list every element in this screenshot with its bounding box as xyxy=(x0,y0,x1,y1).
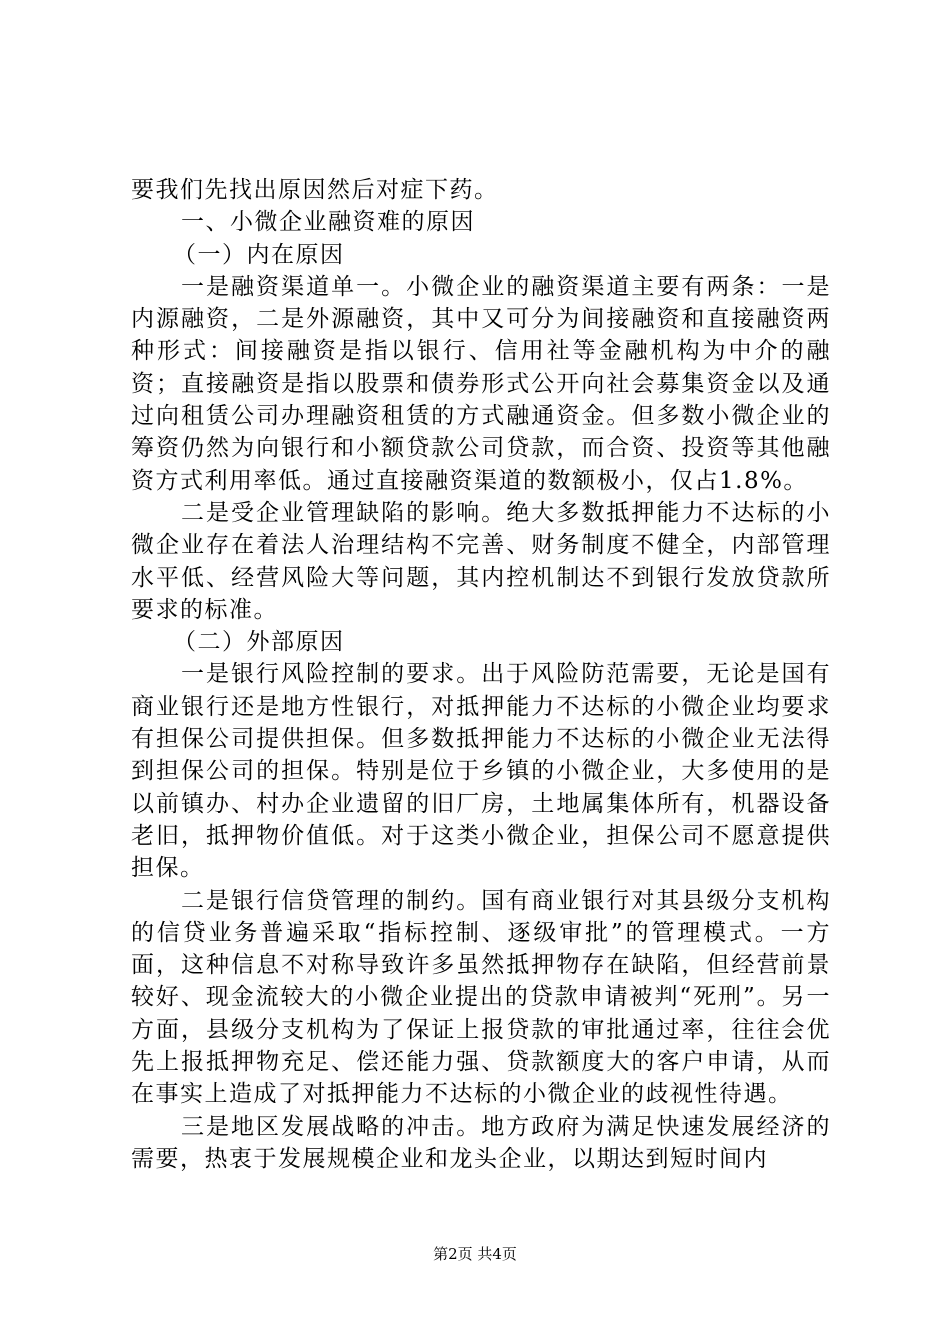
document-body xyxy=(131,174,831,1175)
paragraph-continuation: 要我们先找出原因然后对症下药。 xyxy=(131,177,499,203)
paragraph-financing-channels: 一是融资渠道单一。小微企业的融资渠道主要有两条：一是内源融资，二是外源融资，其中又可分为间接融资和直接融资两种形式：间接融资是指以银行、信用社等金融机构为中介的融资；直接融资是指以股票和债券形式公开向社会募集资金以及通过向租赁公司办理融资租赁的方式融通资金。但多数小微企业的筹资仍然为向银行和小额贷款公司贷款，而合资、投资等其他融资方式利用率低。通过直接融资渠道的数额极小，仅占1.8%。 xyxy=(131,273,831,494)
paragraph-management-defects: 二是受企业管理缺陷的影响。绝大多数抵押能力不达标的小微企业存在着法人治理结构不完善、财务制度不健全，内部管理水平低、经营风险大等问题，其内控机制达不到银行发放贷款所要求的标准。 xyxy=(131,499,831,623)
page-footer xyxy=(0,1244,950,1264)
subsection-heading-internal: （一）内在原因 xyxy=(173,241,345,268)
page-number-label: 第2页 共4页 xyxy=(433,1245,517,1263)
section-heading: 一、小微企业融资难的原因 xyxy=(181,209,475,236)
paragraph-credit-management: 二是银行信贷管理的制约。国有商业银行对其县级分支机构的信贷业务普遍采取“指标控制、逐级审批”的管理模式。一方面，这种信息不对称导致许多虽然抵押物存在缺陷，但经营前景较好、现金流较大的小微企业提出的贷款申请被判“死刑”。另一方面，县级分支机构为了保证上报贷款的审批通过率，往往会优先上报抵押物充足、偿还能力强、贷款额度大的客户申请，从而在事实上造成了对抵押能力不达标的小微企业的歧视性待遇。 xyxy=(131,887,831,1108)
paragraph-bank-risk-control: 一是银行风险控制的要求。出于风险防范需要，无论是国有商业银行还是地方性银行，对抵押能力不达标的小微企业均要求有担保公司提供担保。但多数抵押能力不达标的小微企业无法得到担保公司的担保。特别是位于乡镇的小微企业，大多使用的是以前镇办、村办企业遗留的旧厂房，土地属集体所有，机器设备老旧，抵押物价值低。对于这类小微企业，担保公司不愿意提供担保。 xyxy=(131,661,831,882)
subsection-heading-external: （二）外部原因 xyxy=(173,629,345,656)
paragraph-regional-strategy: 三是地区发展战略的冲击。地方政府为满足快速发展经济的需要，热衷于发展规模企业和龙头企业，以期达到短时间内 xyxy=(131,1113,831,1172)
